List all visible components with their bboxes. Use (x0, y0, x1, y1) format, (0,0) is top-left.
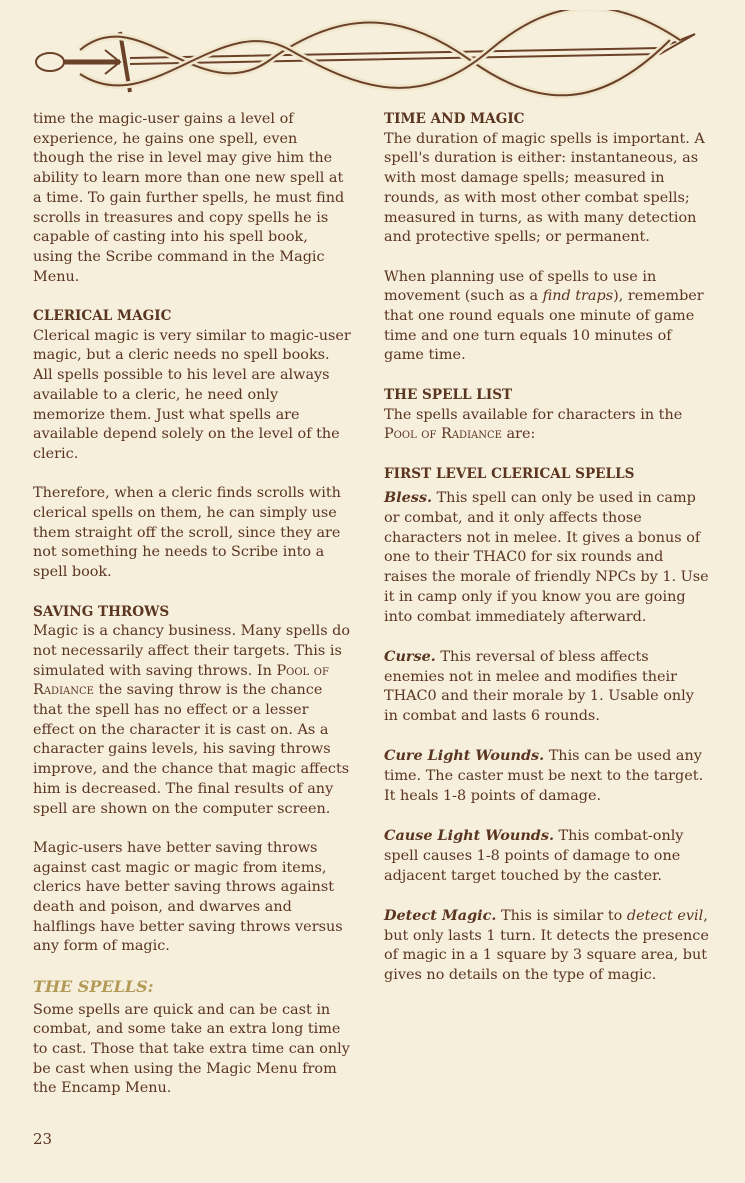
spell-entry-bless (384, 488, 710, 627)
time-paragraph-2a: When planning use of spells to use in movement (such as a (384, 268, 657, 305)
saving-paragraph-1a: Magic is a chancy business. Many spells do not necessarily affect their targets. This is simulated with saving throws. In (33, 623, 351, 679)
spell-desc-detect-magic-a: This is similar to (496, 908, 627, 925)
left-column (33, 110, 351, 1119)
spell-entry-detect-magic (384, 906, 710, 986)
the-spells-heading: THE SPELLS: (33, 976, 154, 996)
right-column (384, 110, 710, 1006)
game-title: Pool of Radiance (33, 662, 329, 699)
spell-entry-cure-light-wounds (384, 746, 710, 806)
find-traps-term: find traps (542, 288, 614, 305)
spell-list-heading: THE SPELL LIST (384, 386, 513, 403)
spell-name-curse: Curse. (384, 647, 436, 665)
time-paragraph-2b: ), remember that one round equals one minute of game time and one turn equals 10 minutes of game time. (384, 288, 704, 364)
spell-list-text-a: The spells available for characters in the (384, 406, 683, 423)
spell-name-cure-light-wounds: Cure Light Wounds. (384, 747, 545, 765)
spell-name-cause-light-wounds: Cause Light Wounds. (384, 827, 554, 845)
spell-desc-cause-light-wounds: This combat-only spell causes 1-8 points of damage to one adjacent target touched by the caster. (384, 828, 684, 884)
spell-desc-curse: This reversal of bless affects enemies not in melee and modifies their THAC0 and their morale by 1. Usable only in combat and lasts 6 rounds. (384, 648, 694, 725)
spell-desc-detect-magic-b: , but only lasts 1 turn. It detects the presence of magic in a 1 square by 3 square area, but gives no details on the type of magic. (384, 908, 709, 984)
detect-evil-term: detect evil (626, 908, 704, 925)
first-level-clerical-heading: FIRST LEVEL CLERICAL SPELLS (384, 465, 635, 482)
time-paragraph-1: The duration of magic spells is important. A spell's duration is either: instantaneous, as with most damage spells; measured in rounds, as with most other combat spells; measured in turns, as with many detection and protective spells; or permanent. (384, 130, 705, 246)
saving-paragraph-2: Magic-users have better saving throws against cast magic or magic from items, clerics have better saving throws against death and poison, and dwarves and halflings have better saving throws versus any form of magic. (33, 839, 343, 955)
spell-desc-bless: This spell can only be used in camp or combat, and it only affects those characters not in melee. It gives a bonus of one to their THAC0 for six rounds and raises the morale of friendly NPCs by 1. Use it in camp only if you know you are going into combat immediately afterward. (384, 490, 709, 625)
clerical-paragraph-1: Clerical magic is very similar to magic-user magic, but a cleric needs no spell books. All spells possible to his level are always available to a cleric, he need only memorize them. Just what spells are available depend solely on the level of the cleric. (33, 327, 351, 462)
clerical-paragraph-2: Therefore, when a cleric finds scrolls with clerical spells on them, he can simply use them straight off the scroll, since they are not something he needs to Scribe into a spell book. (33, 485, 341, 581)
saving-throws-heading: SAVING THROWS (33, 603, 170, 620)
spells-paragraph: Some spells are quick and can be cast in combat, and some take an extra long time to cast. Those that take extra time can only be cast when using the Magic Menu from the Encamp Menu. (33, 1001, 350, 1097)
game-title: Pool of Radiance (384, 426, 502, 443)
time-and-magic-heading: TIME AND MAGIC (384, 111, 525, 127)
spell-entry-cause-light-wounds (384, 826, 710, 886)
clerical-magic-heading: CLERICAL MAGIC (33, 308, 172, 325)
spell-entry-curse (384, 647, 710, 727)
spell-name-bless: Bless. (384, 489, 432, 507)
spell-desc-cure-light-wounds: This can be used any time. The caster must be next to the target. It heals 1-8 points of damage. (384, 748, 704, 804)
intro-paragraph: time the magic-user gains a level of experience, he gains one spell, even though the rise in level may give him the ability to learn more than one new spell at a time. To gain further spells, he must find scrolls in treasures and copy spells he is capable of casting into his spell book, using the Scribe command in the Magic Menu. (33, 111, 345, 285)
spell-name-detect-magic: Detect Magic. (384, 907, 497, 925)
page-number: 23 (33, 1130, 53, 1148)
sword-ribbon-banner (20, 10, 710, 100)
spell-list-text-b: are: (501, 426, 536, 443)
saving-paragraph-1b: the saving throw is the chance that the spell has no effect or a lesser effect on the character it is cast on. As a character gains levels, his saving throws improve, and the chance that magic affects him is decreased. The final results of any spell are shown on the computer screen. (33, 682, 350, 817)
